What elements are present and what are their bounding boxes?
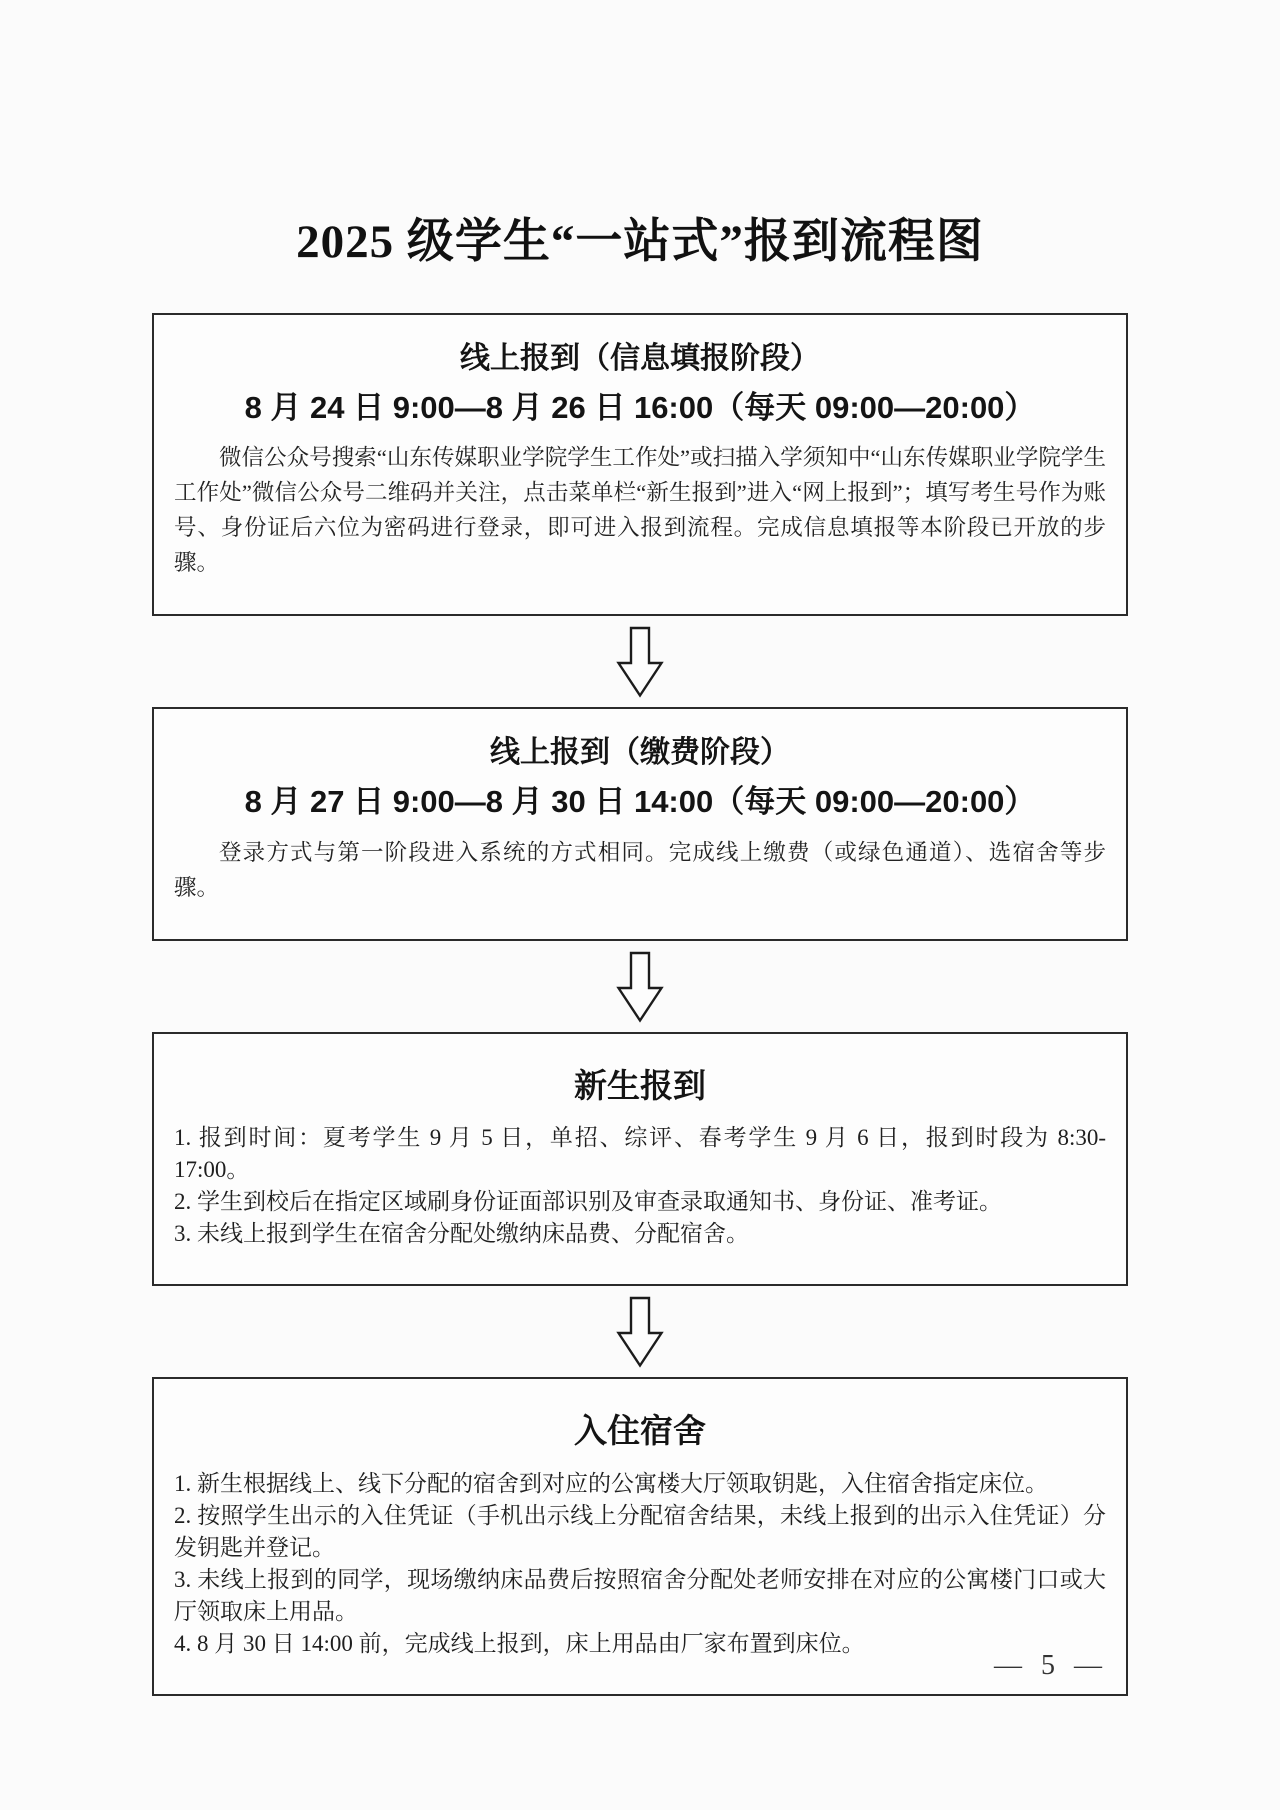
- down-arrow-icon: [609, 1296, 671, 1368]
- step2-heading: 线上报到（缴费阶段）: [490, 736, 790, 770]
- step4-item-3: 3. 未线上报到的同学，现场缴纳床品费后按照宿舍分配处老师安排在对应的公寓楼门口或大厅领取床上用品。: [174, 1567, 1106, 1625]
- down-arrow-icon: [609, 951, 671, 1023]
- step4-item-2: 2. 按照学生出示的入住凭证（手机出示线上分配宿舍结果，未线上报到的出示入住凭证）分发钥匙并登记。: [174, 1503, 1106, 1561]
- step4-heading: 入住宿舍: [574, 1412, 706, 1450]
- step3-item-1: 1. 报到时间：夏考学生 9 月 5 日，单招、综评、春考学生 9 月 6 日，报到时段为 8:30-17:00。: [174, 1125, 1106, 1183]
- step2-description: 登录方式与第一阶段进入系统的方式相同。完成线上缴费（或绿色通道）、选宿舍等步骤。: [174, 839, 1106, 900]
- step1-description: 微信公众号搜索“山东传媒职业学院学生工作处”或扫描入学须知中“山东传媒职业学院学生工作处”微信公众号二维码并关注，点击菜单栏“新生报到”进入“网上报到”；填写考生号作为账号、身份证后六位为密码进行登录，即可进入报到流程。完成信息填报等本阶段已开放的步骤。: [174, 445, 1106, 576]
- step1-heading: 线上报到（信息填报阶段）: [460, 342, 820, 376]
- step1-time-range: 8 月 24 日 9:00—8 月 26 日 16:00（每天 09:00—20:00）: [244, 389, 1036, 425]
- step4-item-1: 1. 新生根据线上、线下分配的宿舍到对应的公寓楼大厅领取钥匙，入住宿舍指定床位。: [174, 1471, 1048, 1497]
- flowchart: [152, 313, 1128, 1696]
- step4-item-list: [174, 1468, 1106, 1660]
- step3-item-list: [174, 1122, 1106, 1250]
- down-arrow-icon: [609, 626, 671, 698]
- step-box-online-payment: [152, 707, 1128, 940]
- page-title: 2025 级学生“一站式”报到流程图: [296, 216, 984, 268]
- step-box-onsite-registration: [152, 1032, 1128, 1287]
- step3-item-3: 3. 未线上报到学生在宿舍分配处缴纳床品费、分配宿舍。: [174, 1221, 749, 1247]
- step2-time-range: 8 月 27 日 9:00—8 月 30 日 14:00（每天 09:00—20:00）: [244, 783, 1036, 819]
- step-box-online-info: [152, 313, 1128, 616]
- step-box-dormitory-checkin: [152, 1377, 1128, 1696]
- step4-item-4: 4. 8 月 30 日 14:00 前，完成线上报到，床上用品由厂家布置到床位。: [174, 1631, 865, 1657]
- page-number: — 5 —: [994, 1650, 1108, 1681]
- step3-heading: 新生报到: [574, 1066, 706, 1104]
- step3-item-2: 2. 学生到校后在指定区域刷身份证面部识别及审查录取通知书、身份证、准考证。: [174, 1189, 1002, 1215]
